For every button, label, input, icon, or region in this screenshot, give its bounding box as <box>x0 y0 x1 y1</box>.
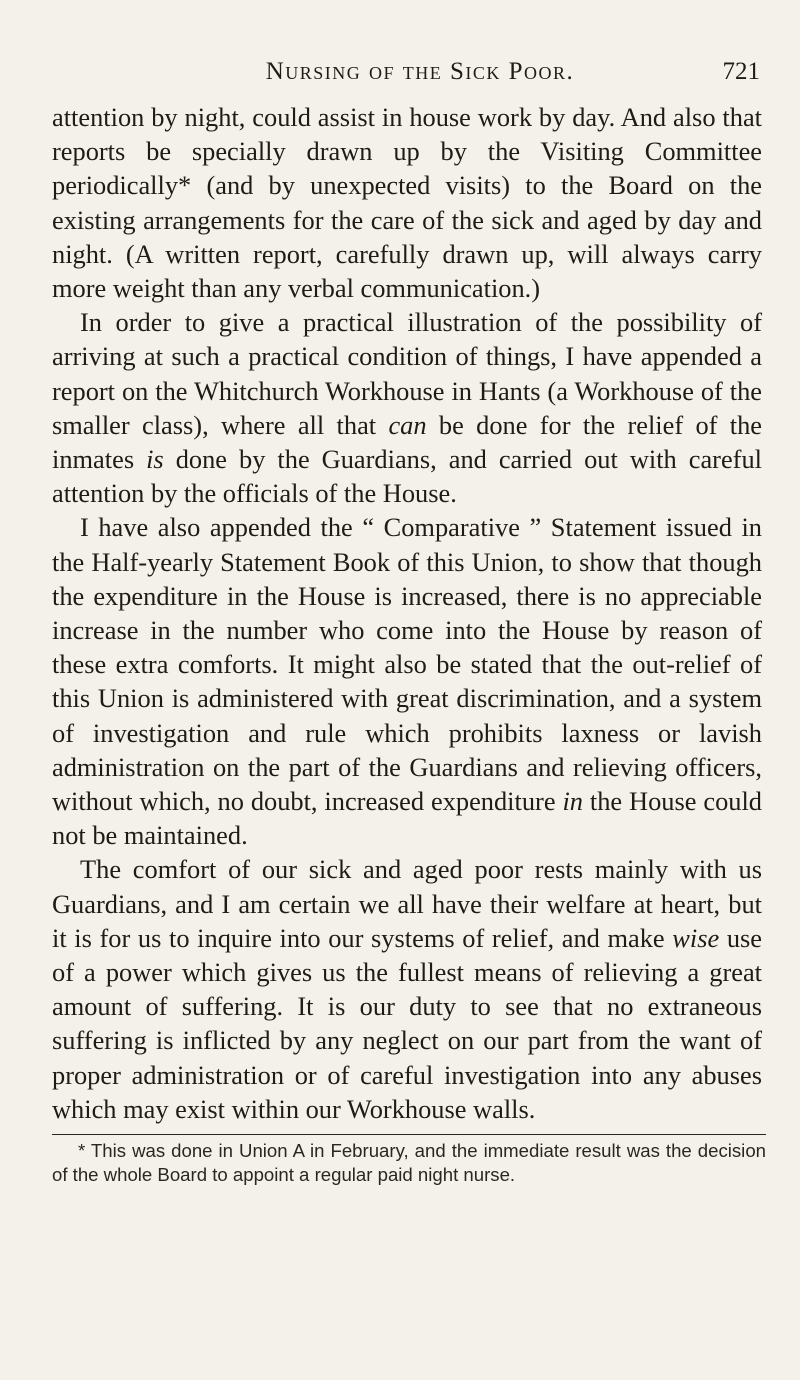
text-run: I have also appended the “ Comparative ” Statement issued in the Half-yearly Statement Book of this Union, to show that though the expenditure in the House is increased, there is no appreciable increase in the number who come into the House by reason of these extra comforts. It might also be stated that the out-relief of this Union is administered with great discrimination, and a system of investigation and rule which prohibits laxness or lavish administration on the part of the Guardians and relieving officers, without which, no doubt, increased expenditure <box>52 512 762 817</box>
text-run: (and by unexpected visits) to the Board on the existing arrangements for the care of the sick and aged by day and night. (A written report, carefully drawn up, will always carry more weight than any verbal communication.) <box>52 170 762 304</box>
page-number: 721 <box>722 58 760 85</box>
paragraph-3 <box>52 510 762 852</box>
paragraph-2 <box>52 305 762 510</box>
paragraph-1 <box>52 100 762 305</box>
text-run: done by the Guardians, and carried out with careful attention by the officials of the House. <box>52 444 762 509</box>
body-text <box>52 100 762 1126</box>
italic-run: in <box>562 786 583 817</box>
text-run: In order to give a practical illustration of the possibility of arriving at such a practical condition of things, I have appended a report on the Whitchurch Workhouse in Hants (a Workhouse of the smaller class), where all that <box>52 307 762 440</box>
footnote-rule <box>52 1134 766 1135</box>
footnote-marker: * <box>78 1140 86 1161</box>
text-run: The comfort of our sick and aged poor rests mainly with us Guardians, and I am certain we all have their welfare at heart, but it is for us to inquire into our systems of relief, and make <box>52 854 762 953</box>
text-run: use of a power which gives us the fullest means of relieving a great amount of suffering. It is our duty to see that no extraneous suffering is inflicted by any neglect on our part from the want of proper administration or of careful investigation into any abuses which may exist within our Workhouse walls. <box>52 922 762 1124</box>
footnote-text: This was done in Union A in February, and the immediate result was the decision of the whole Board to appoint a regular paid night nurse. <box>52 1140 766 1185</box>
running-head: Nursing of the Sick Poor. <box>265 58 575 85</box>
text-run: attention by night, could assist in house work by day. And also that reports be specially drawn up by the Visiting Committee periodically <box>52 102 762 201</box>
italic-run: wise <box>672 922 720 953</box>
footnote-marker: * <box>178 170 192 201</box>
paragraph-4 <box>52 852 762 1126</box>
footnote <box>52 1139 766 1187</box>
italic-run: is <box>146 444 164 475</box>
text-run: the House could not be maintained. <box>52 786 762 851</box>
italic-run: can <box>388 409 427 440</box>
text-run: be done for the relief of the inmates <box>52 409 762 475</box>
page-header <box>0 58 800 98</box>
